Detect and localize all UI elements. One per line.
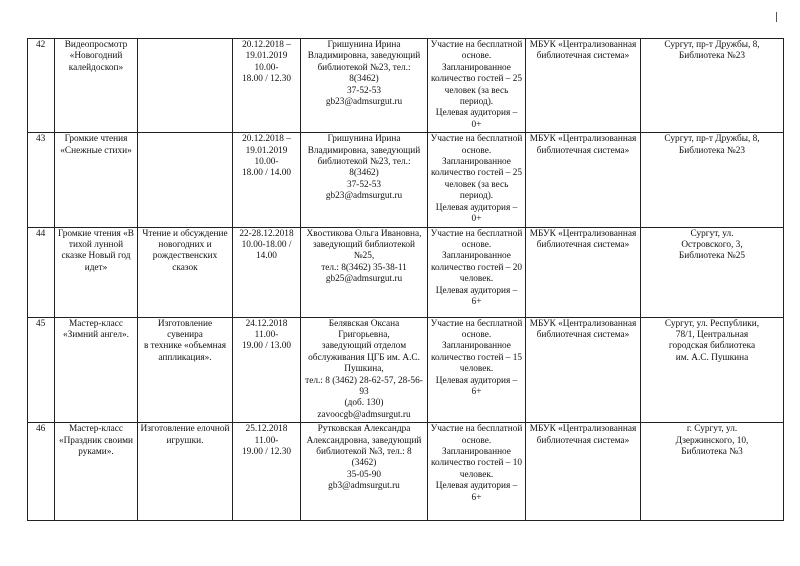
event-description-cell: Чтение и обсуждение новогодних и рождественских сказок — [138, 227, 233, 317]
table-row — [28, 317, 784, 423]
table-row — [28, 39, 784, 133]
event-dates-cell: 25.12.2018 11.00- 19.00 / 12.30 — [233, 423, 301, 521]
row-number-cell: 43 — [28, 133, 55, 227]
row-number-cell: 44 — [28, 227, 55, 317]
contact-person-cell: Гришунина Ирина Владимировна, заведующий библиотекой №23, тел.: 8(3462) 37-52-53 gb23@admsurgut.ru — [301, 133, 428, 227]
table-row — [28, 133, 784, 227]
participation-terms-cell: Участие на бесплатной основе. Запланированное количество гостей – 25 человек (за весь период). Целевая аудитория – 0+ — [428, 39, 526, 133]
organizer-cell: МБУК «Централизованная библиотечная система» — [526, 317, 641, 423]
venue-address-cell: г. Сургут, ул. Дзержинского, 10, Библиотека №3 — [641, 423, 784, 521]
event-description-cell — [138, 133, 233, 227]
table-row — [28, 423, 784, 521]
event-name-cell: Видеопросмотр «Новогодний калейдоскоп» — [55, 39, 138, 133]
event-description-cell — [138, 39, 233, 133]
venue-address-cell: Сургут, пр-т Дружбы, 8, Библиотека №23 — [641, 133, 784, 227]
venue-address-cell: Сургут, пр-т Дружбы, 8, Библиотека №23 — [641, 39, 784, 133]
organizer-cell: МБУК «Централизованная библиотечная система» — [526, 227, 641, 317]
event-name-cell: Мастер-класс «Зимний ангел». — [55, 317, 138, 423]
event-description-cell: Изготовление сувенира в технике «объемная аппликация». — [138, 317, 233, 423]
contact-person-cell: Гришунина Ирина Владимировна, заведующий библиотекой №23, тел.: 8(3462) 37-52-53 gb23@admsurgut.ru — [301, 39, 428, 133]
scan-mark — [776, 12, 777, 22]
organizer-cell: МБУК «Централизованная библиотечная система» — [526, 423, 641, 521]
table-row — [28, 227, 784, 317]
participation-terms-cell: Участие на бесплатной основе. Запланированное количество гостей – 10 человек. Целевая аудитория – 6+ — [428, 423, 526, 521]
event-name-cell: Мастер-класс «Праздник своими руками». — [55, 423, 138, 521]
events-table — [27, 38, 784, 521]
contact-person-cell: Хвостикова Ольга Ивановна, заведующий библиотекой №25, тел.: 8(3462) 35-38-11 gb25@admsurgut.ru — [301, 227, 428, 317]
event-description-cell: Изготовление елочной игрушки. — [138, 423, 233, 521]
contact-person-cell: Рутковская Александра Александровна, заведующий библиотекой №3, тел.: 8 (3462) 35-05-90 gb3@admsurgut.ru — [301, 423, 428, 521]
row-number-cell: 46 — [28, 423, 55, 521]
event-name-cell: Громкие чтения «В тихой лунной сказке Новый год идет» — [55, 227, 138, 317]
venue-address-cell: Сургут, ул. Республики, 78/1, Центральная городская библиотека им. А.С. Пушкина — [641, 317, 784, 423]
event-name-cell: Громкие чтения «Снежные стихи» — [55, 133, 138, 227]
event-dates-cell: 24.12.2018 11.00- 19.00 / 13.00 — [233, 317, 301, 423]
event-dates-cell: 20.12.2018 – 19.01.2019 10.00- 18.00 / 14.00 — [233, 133, 301, 227]
event-dates-cell: 22-28.12.2018 10.00-18.00 / 14.00 — [233, 227, 301, 317]
row-number-cell: 42 — [28, 39, 55, 133]
participation-terms-cell: Участие на бесплатной основе. Запланированное количество гостей – 15 человек. Целевая аудитория – 6+ — [428, 317, 526, 423]
venue-address-cell: Сургут, ул. Островского, 3, Библиотека №25 — [641, 227, 784, 317]
row-number-cell: 45 — [28, 317, 55, 423]
organizer-cell: МБУК «Централизованная библиотечная система» — [526, 39, 641, 133]
organizer-cell: МБУК «Централизованная библиотечная система» — [526, 133, 641, 227]
contact-person-cell: Белявская Оксана Григорьевна, заведующий отделом обслуживания ЦГБ им. А.С. Пушкина, тел.: 8 (3462) 28-62-57, 28-56-93 (доб. 130) zavoocgb@admsurgut.ru — [301, 317, 428, 423]
participation-terms-cell: Участие на бесплатной основе. Запланированное количество гостей – 20 человек. Целевая аудитория – 6+ — [428, 227, 526, 317]
participation-terms-cell: Участие на бесплатной основе. Запланированное количество гостей – 25 человек (за весь период). Целевая аудитория – 0+ — [428, 133, 526, 227]
event-dates-cell: 20.12.2018 – 19.01.2019 10.00- 18.00 / 12.30 — [233, 39, 301, 133]
